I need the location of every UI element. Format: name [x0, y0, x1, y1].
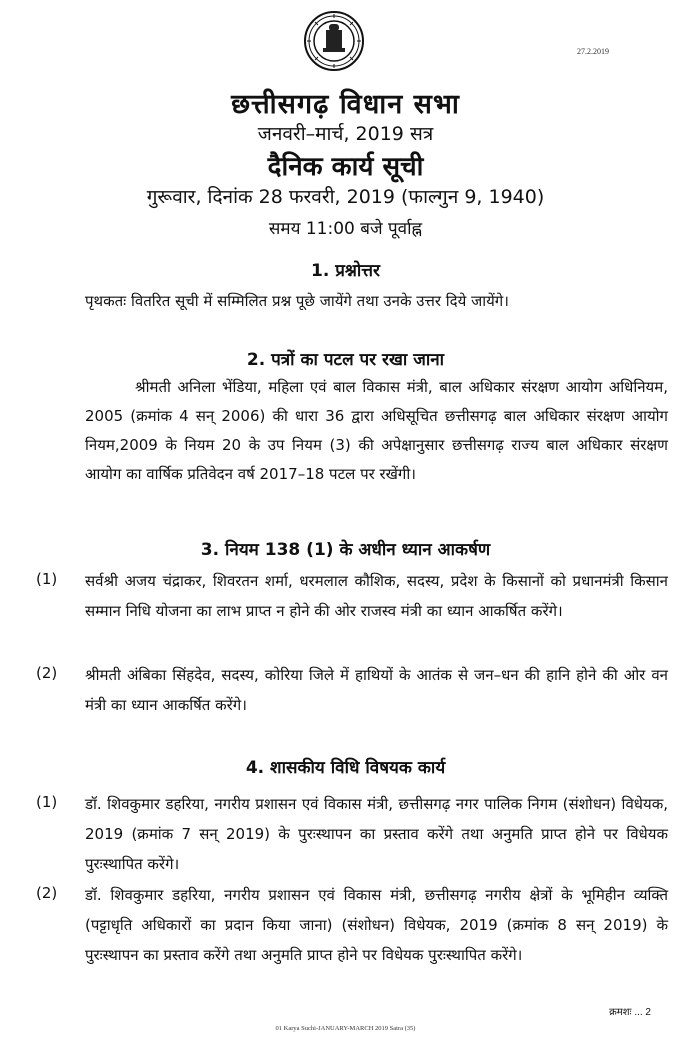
section-3-item-1: सर्वश्री अजय चंद्राकर, शिवरतन शर्मा, धरमलाल कौशिक, सदस्य, प्रदेश के किसानों को प्रधानमंत्री किसान सम्मान निधि योजना का लाभ प्राप्त न होने की ओर राजस्व मंत्री का ध्यान आकर्षित करेंगे।: [85, 572, 668, 620]
assembly-title: छत्तीसगढ़ विधान सभा: [231, 89, 460, 120]
section-2-text: श्रीमती अनिला भेंडिया, महिला एवं बाल विकास मंत्री, बाल अधिकार संरक्षण आयोग अधिनियम, 2005 (क्रमांक 4 सन् 2006) की धारा 36 द्वारा अधिसूचित छत्तीसगढ़ बाल अधिकार संरक्षण आयोग नियम,2009 के नियम 20 के उप नियम (3) की अपेक्षानुसार छत्तीसगढ़ राज्य बाल अधिकार संरक्षण आयोग का वार्षिक प्रतिवेदन वर्ष 2017–18 पटल पर रखेंगी।: [85, 378, 668, 483]
assembly-emblem-icon: [303, 10, 365, 72]
section-1-heading: 1. प्रश्नोत्तर: [311, 261, 380, 281]
section-4-item-2: डॉ. शिवकुमार डहरिया, नगरीय प्रशासन एवं विकास मंत्री, छत्तीसगढ़ नगरीय क्षेत्रों के भूमिहीन व्यक्ति (पट्टाधृति अधिकारों का प्रदान किया जाना) (संशोधन) विधेयक, 2019 (क्रमांक 8 सन् 2019) के पुरःस्थापन का प्रस्ताव करेंगे तथा अनुमति प्राप्त होने पर विधेयक पुरःस्थापित करेंगे।: [85, 886, 668, 964]
item-number: (2): [36, 664, 58, 682]
section-4-heading: 4. शासकीय विधि विषयक कार्य: [245, 758, 446, 778]
section-4-item-1: डॉ. शिवकुमार डहरिया, नगरीय प्रशासन एवं विकास मंत्री, छत्तीसगढ़ नगर पालिक निगम (संशोधन) विधेयक, 2019 (क्रमांक 7 सन् 2019) के पुरःस्थापन का प्रस्ताव करेंगे तथा अनुमति प्राप्त होने पर विधेयक पुरःस्थापित करेंगे।: [85, 795, 668, 873]
time-line: समय 11:00 बजे पूर्वाह्न: [268, 219, 423, 239]
session-line: जनवरी–मार्च, 2019 सत्र: [257, 123, 434, 145]
section-1-text: पृथकतः वितरित सूची में सम्मिलित प्रश्न पूछे जायेंगे तथा उनके उत्तर दिये जायेंगे।: [85, 292, 509, 310]
file-name: 01 Karya Suchi-JANUARY-MARCH 2019 Satra (35): [275, 1025, 416, 1032]
item-number: (1): [36, 570, 58, 588]
item-number: (2): [36, 884, 58, 902]
item-number: (1): [36, 793, 58, 811]
agenda-heading: दैनिक कार्य सूची: [267, 152, 424, 182]
section-3-heading: 3. नियम 138 (1) के अधीन ध्यान आकर्षण: [200, 540, 491, 560]
continuation-note: क्रमशः ... 2: [609, 1007, 651, 1018]
section-2-heading: 2. पत्रों का पटल पर रखा जाना: [246, 350, 445, 370]
section-3-item-2: श्रीमती अंबिका सिंहदेव, सदस्य, कोरिया जिले में हाथियों के आतंक से जन–धन की हानि होने की ओर वन मंत्री का ध्यान आकर्षित करेंगे।: [85, 666, 668, 714]
date-stamp: 27.2.2019: [577, 47, 609, 56]
date-line: गुरूवार, दिनांक 28 फरवरी, 2019 (फाल्गुन 9, 1940): [146, 186, 545, 208]
